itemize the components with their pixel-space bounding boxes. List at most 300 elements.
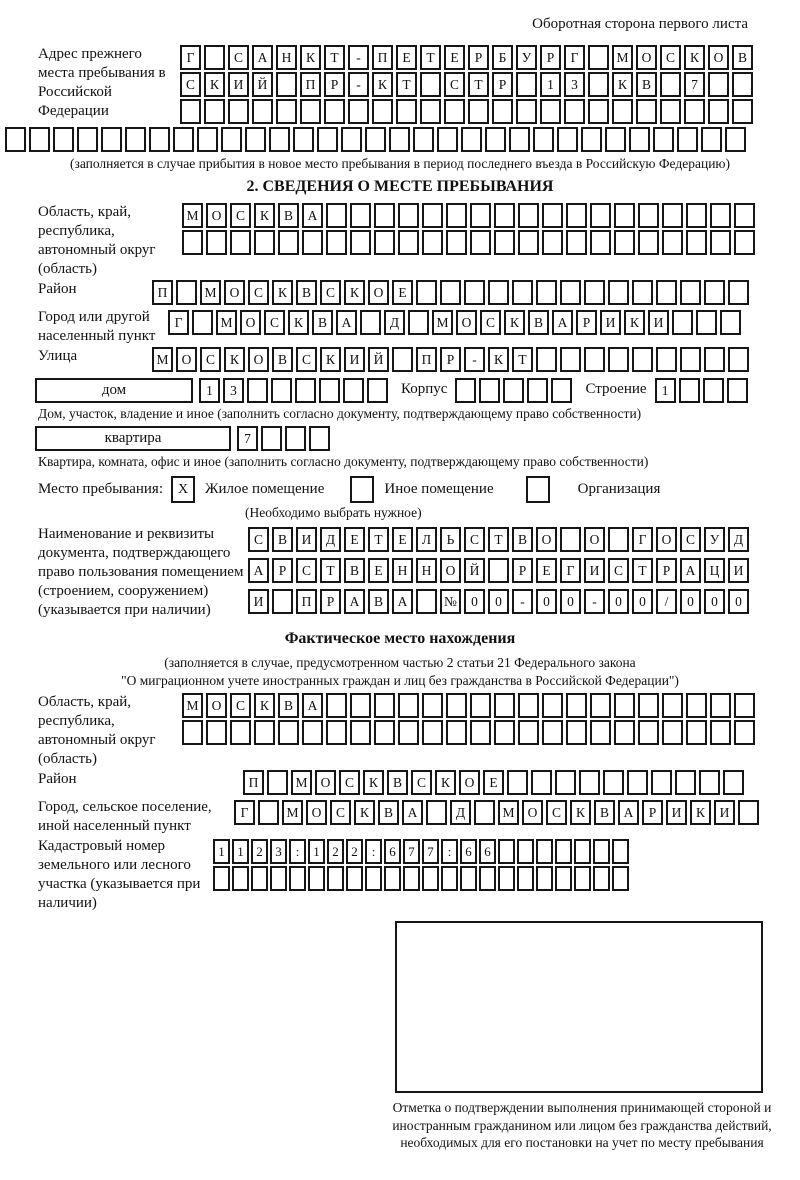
char-cell[interactable]: С (180, 72, 201, 97)
char-cell[interactable]: В (344, 558, 365, 583)
char-cell[interactable] (494, 693, 515, 718)
char-cell[interactable]: 1 (308, 839, 325, 864)
char-cell[interactable]: С (660, 45, 681, 70)
char-cell[interactable] (728, 280, 749, 305)
char-cell[interactable] (192, 310, 213, 335)
char-cell[interactable] (350, 203, 371, 228)
char-cell[interactable]: А (680, 558, 701, 583)
char-cell[interactable] (173, 127, 194, 152)
char-cell[interactable]: С (464, 527, 485, 552)
char-cell[interactable] (590, 230, 611, 255)
char-cell[interactable] (533, 127, 554, 152)
char-cell[interactable] (261, 426, 282, 451)
char-cell[interactable]: Т (396, 72, 417, 97)
char-cell[interactable]: Т (320, 558, 341, 583)
char-cell[interactable] (494, 203, 515, 228)
char-cell[interactable]: Г (234, 800, 255, 825)
char-cell[interactable]: - (348, 72, 369, 97)
char-cell[interactable] (614, 693, 635, 718)
char-cell[interactable]: В (278, 693, 299, 718)
char-cell[interactable] (470, 203, 491, 228)
char-cell[interactable] (485, 127, 506, 152)
char-cell[interactable] (374, 720, 395, 745)
char-cell[interactable]: Б (492, 45, 513, 70)
char-cell[interactable]: Р (656, 558, 677, 583)
char-cell[interactable] (588, 45, 609, 70)
char-cell[interactable] (516, 72, 537, 97)
char-cell[interactable] (660, 99, 681, 124)
char-cell[interactable]: - (584, 589, 605, 614)
char-cell[interactable] (267, 770, 288, 795)
char-cell[interactable] (542, 230, 563, 255)
char-cell[interactable]: В (272, 527, 293, 552)
char-cell[interactable]: Г (564, 45, 585, 70)
char-cell[interactable]: О (656, 527, 677, 552)
char-cell[interactable] (564, 99, 585, 124)
char-cell[interactable] (470, 693, 491, 718)
char-cell[interactable]: К (354, 800, 375, 825)
char-cell[interactable]: В (594, 800, 615, 825)
char-cell[interactable] (446, 693, 467, 718)
char-cell[interactable]: И (600, 310, 621, 335)
char-cell[interactable]: 1 (199, 378, 220, 403)
char-cell[interactable]: В (732, 45, 753, 70)
char-cell[interactable]: В (636, 72, 657, 97)
char-cell[interactable]: В (378, 800, 399, 825)
char-cell[interactable]: С (330, 800, 351, 825)
char-cell[interactable] (206, 230, 227, 255)
char-cell[interactable]: А (344, 589, 365, 614)
char-cell[interactable] (638, 230, 659, 255)
char-cell[interactable] (503, 378, 524, 403)
char-cell[interactable] (701, 127, 722, 152)
char-cell[interactable] (446, 720, 467, 745)
char-cell[interactable] (608, 347, 629, 372)
char-cell[interactable]: Д (450, 800, 471, 825)
char-cell[interactable] (180, 99, 201, 124)
char-cell[interactable] (479, 866, 496, 891)
char-cell[interactable]: М (291, 770, 312, 795)
char-cell[interactable]: Т (368, 527, 389, 552)
char-cell[interactable]: 7 (422, 839, 439, 864)
char-cell[interactable] (228, 99, 249, 124)
char-cell[interactable] (498, 866, 515, 891)
char-cell[interactable]: К (372, 72, 393, 97)
char-cell[interactable] (341, 127, 362, 152)
char-cell[interactable] (727, 378, 748, 403)
char-cell[interactable] (470, 230, 491, 255)
char-cell[interactable]: А (302, 693, 323, 718)
char-cell[interactable]: И (248, 589, 269, 614)
char-cell[interactable]: В (512, 527, 533, 552)
char-cell[interactable]: Ь (440, 527, 461, 552)
char-cell[interactable] (230, 720, 251, 745)
checkbox-residential[interactable]: X (171, 476, 195, 503)
char-cell[interactable] (398, 230, 419, 255)
char-cell[interactable] (247, 378, 268, 403)
char-cell[interactable] (374, 230, 395, 255)
char-cell[interactable]: К (288, 310, 309, 335)
char-cell[interactable]: Й (252, 72, 273, 97)
char-cell[interactable]: П (243, 770, 264, 795)
char-cell[interactable] (422, 203, 443, 228)
char-cell[interactable]: 0 (488, 589, 509, 614)
char-cell[interactable]: 1 (213, 839, 230, 864)
char-cell[interactable]: М (152, 347, 173, 372)
char-cell[interactable] (29, 127, 50, 152)
char-cell[interactable] (612, 99, 633, 124)
char-cell[interactable]: М (182, 203, 203, 228)
char-cell[interactable] (680, 347, 701, 372)
char-cell[interactable] (734, 693, 755, 718)
char-cell[interactable]: И (728, 558, 749, 583)
char-cell[interactable]: О (368, 280, 389, 305)
char-cell[interactable] (608, 280, 629, 305)
char-cell[interactable]: 0 (536, 589, 557, 614)
apartment-type-box[interactable]: квартира (35, 426, 231, 451)
char-cell[interactable]: Р (468, 45, 489, 70)
char-cell[interactable]: П (152, 280, 173, 305)
char-cell[interactable]: А (252, 45, 273, 70)
char-cell[interactable] (603, 770, 624, 795)
char-cell[interactable]: О (636, 45, 657, 70)
char-cell[interactable] (605, 127, 626, 152)
char-cell[interactable] (276, 99, 297, 124)
char-cell[interactable]: С (248, 527, 269, 552)
char-cell[interactable]: Р (576, 310, 597, 335)
char-cell[interactable] (441, 866, 458, 891)
char-cell[interactable]: К (612, 72, 633, 97)
char-cell[interactable] (675, 770, 696, 795)
char-cell[interactable]: / (656, 589, 677, 614)
char-cell[interactable]: Е (368, 558, 389, 583)
char-cell[interactable] (656, 347, 677, 372)
char-cell[interactable]: М (216, 310, 237, 335)
char-cell[interactable] (302, 230, 323, 255)
char-cell[interactable] (536, 866, 553, 891)
char-cell[interactable] (221, 127, 242, 152)
char-cell[interactable] (230, 230, 251, 255)
char-cell[interactable]: Г (560, 558, 581, 583)
checkbox-organization[interactable] (526, 476, 550, 503)
char-cell[interactable] (517, 839, 534, 864)
char-cell[interactable] (566, 230, 587, 255)
char-cell[interactable]: И (296, 527, 317, 552)
char-cell[interactable] (446, 230, 467, 255)
char-cell[interactable] (555, 866, 572, 891)
char-cell[interactable]: А (302, 203, 323, 228)
char-cell[interactable] (708, 72, 729, 97)
char-cell[interactable] (464, 280, 485, 305)
char-cell[interactable] (365, 866, 382, 891)
char-cell[interactable]: К (204, 72, 225, 97)
char-cell[interactable] (734, 230, 755, 255)
char-cell[interactable] (636, 99, 657, 124)
char-cell[interactable]: 0 (704, 589, 725, 614)
char-cell[interactable] (699, 770, 720, 795)
char-cell[interactable] (560, 527, 581, 552)
char-cell[interactable]: В (368, 589, 389, 614)
char-cell[interactable]: О (240, 310, 261, 335)
char-cell[interactable]: С (228, 45, 249, 70)
checkbox-other-premises[interactable] (350, 476, 374, 503)
char-cell[interactable] (579, 770, 600, 795)
char-cell[interactable]: 6 (384, 839, 401, 864)
char-cell[interactable]: К (254, 203, 275, 228)
char-cell[interactable] (680, 280, 701, 305)
char-cell[interactable] (374, 203, 395, 228)
char-cell[interactable] (738, 800, 759, 825)
char-cell[interactable] (278, 720, 299, 745)
char-cell[interactable]: А (336, 310, 357, 335)
char-cell[interactable] (372, 99, 393, 124)
char-cell[interactable]: К (300, 45, 321, 70)
char-cell[interactable]: М (612, 45, 633, 70)
char-cell[interactable] (651, 770, 672, 795)
char-cell[interactable] (518, 203, 539, 228)
char-cell[interactable] (662, 203, 683, 228)
char-cell[interactable]: М (282, 800, 303, 825)
char-cell[interactable] (566, 720, 587, 745)
char-cell[interactable] (319, 378, 340, 403)
char-cell[interactable] (734, 203, 755, 228)
char-cell[interactable]: 2 (251, 839, 268, 864)
char-cell[interactable]: Т (512, 347, 533, 372)
char-cell[interactable] (629, 127, 650, 152)
char-cell[interactable]: Т (324, 45, 345, 70)
char-cell[interactable] (518, 693, 539, 718)
char-cell[interactable]: Г (632, 527, 653, 552)
char-cell[interactable]: А (618, 800, 639, 825)
char-cell[interactable] (346, 866, 363, 891)
char-cell[interactable]: К (363, 770, 384, 795)
char-cell[interactable] (254, 230, 275, 255)
char-cell[interactable] (437, 127, 458, 152)
char-cell[interactable] (590, 693, 611, 718)
char-cell[interactable] (479, 378, 500, 403)
char-cell[interactable] (474, 800, 495, 825)
char-cell[interactable]: Ц (704, 558, 725, 583)
char-cell[interactable]: С (411, 770, 432, 795)
char-cell[interactable]: Г (180, 45, 201, 70)
char-cell[interactable]: 0 (560, 589, 581, 614)
char-cell[interactable]: К (690, 800, 711, 825)
char-cell[interactable]: 0 (464, 589, 485, 614)
char-cell[interactable] (638, 203, 659, 228)
char-cell[interactable] (593, 839, 610, 864)
char-cell[interactable] (204, 45, 225, 70)
char-cell[interactable] (206, 720, 227, 745)
char-cell[interactable] (581, 127, 602, 152)
char-cell[interactable] (367, 378, 388, 403)
char-cell[interactable] (574, 839, 591, 864)
char-cell[interactable]: П (416, 347, 437, 372)
char-cell[interactable]: - (348, 45, 369, 70)
char-cell[interactable]: Н (416, 558, 437, 583)
char-cell[interactable] (258, 800, 279, 825)
char-cell[interactable]: Е (392, 527, 413, 552)
char-cell[interactable]: О (206, 203, 227, 228)
char-cell[interactable] (398, 693, 419, 718)
char-cell[interactable] (614, 720, 635, 745)
char-cell[interactable]: М (432, 310, 453, 335)
char-cell[interactable] (710, 720, 731, 745)
char-cell[interactable] (492, 99, 513, 124)
char-cell[interactable] (420, 99, 441, 124)
char-cell[interactable] (627, 770, 648, 795)
char-cell[interactable] (696, 310, 717, 335)
char-cell[interactable]: № (440, 589, 461, 614)
char-cell[interactable]: К (570, 800, 591, 825)
char-cell[interactable]: Р (272, 558, 293, 583)
char-cell[interactable] (551, 378, 572, 403)
char-cell[interactable] (182, 230, 203, 255)
char-cell[interactable] (498, 839, 515, 864)
char-cell[interactable] (101, 127, 122, 152)
char-cell[interactable] (588, 72, 609, 97)
char-cell[interactable]: К (344, 280, 365, 305)
char-cell[interactable]: 3 (223, 378, 244, 403)
char-cell[interactable] (494, 720, 515, 745)
char-cell[interactable] (512, 280, 533, 305)
char-cell[interactable]: И (666, 800, 687, 825)
char-cell[interactable]: О (440, 558, 461, 583)
char-cell[interactable] (245, 127, 266, 152)
char-cell[interactable]: П (296, 589, 317, 614)
char-cell[interactable] (197, 127, 218, 152)
char-cell[interactable]: 6 (479, 839, 496, 864)
char-cell[interactable]: Й (464, 558, 485, 583)
char-cell[interactable]: Т (420, 45, 441, 70)
char-cell[interactable] (204, 99, 225, 124)
char-cell[interactable] (326, 720, 347, 745)
char-cell[interactable] (422, 693, 443, 718)
char-cell[interactable]: И (648, 310, 669, 335)
char-cell[interactable]: К (320, 347, 341, 372)
char-cell[interactable] (723, 770, 744, 795)
char-cell[interactable] (686, 720, 707, 745)
char-cell[interactable]: И (228, 72, 249, 97)
char-cell[interactable]: Д (320, 527, 341, 552)
char-cell[interactable]: К (624, 310, 645, 335)
char-cell[interactable]: Р (492, 72, 513, 97)
char-cell[interactable]: С (248, 280, 269, 305)
char-cell[interactable]: Е (396, 45, 417, 70)
char-cell[interactable] (285, 426, 306, 451)
char-cell[interactable] (309, 426, 330, 451)
char-cell[interactable]: К (488, 347, 509, 372)
char-cell[interactable]: И (584, 558, 605, 583)
char-cell[interactable] (720, 310, 741, 335)
char-cell[interactable]: О (708, 45, 729, 70)
char-cell[interactable] (584, 280, 605, 305)
char-cell[interactable] (704, 347, 725, 372)
char-cell[interactable]: К (224, 347, 245, 372)
char-cell[interactable]: С (480, 310, 501, 335)
char-cell[interactable] (566, 693, 587, 718)
char-cell[interactable]: Т (488, 527, 509, 552)
char-cell[interactable]: В (272, 347, 293, 372)
char-cell[interactable]: К (435, 770, 456, 795)
char-cell[interactable]: В (312, 310, 333, 335)
char-cell[interactable] (5, 127, 26, 152)
char-cell[interactable]: С (608, 558, 629, 583)
char-cell[interactable] (732, 99, 753, 124)
char-cell[interactable]: П (372, 45, 393, 70)
char-cell[interactable]: И (714, 800, 735, 825)
char-cell[interactable] (632, 280, 653, 305)
char-cell[interactable]: Д (728, 527, 749, 552)
char-cell[interactable]: К (254, 693, 275, 718)
char-cell[interactable]: Е (392, 280, 413, 305)
char-cell[interactable] (324, 99, 345, 124)
char-cell[interactable] (516, 99, 537, 124)
char-cell[interactable] (343, 378, 364, 403)
char-cell[interactable] (350, 720, 371, 745)
char-cell[interactable] (653, 127, 674, 152)
char-cell[interactable]: - (512, 589, 533, 614)
char-cell[interactable] (422, 720, 443, 745)
char-cell[interactable] (440, 280, 461, 305)
char-cell[interactable] (540, 99, 561, 124)
char-cell[interactable]: О (459, 770, 480, 795)
char-cell[interactable] (488, 558, 509, 583)
char-cell[interactable]: А (248, 558, 269, 583)
char-cell[interactable] (251, 866, 268, 891)
char-cell[interactable] (555, 839, 572, 864)
char-cell[interactable]: И (344, 347, 365, 372)
char-cell[interactable] (560, 280, 581, 305)
char-cell[interactable]: О (248, 347, 269, 372)
char-cell[interactable] (708, 99, 729, 124)
char-cell[interactable] (662, 230, 683, 255)
char-cell[interactable]: 1 (540, 72, 561, 97)
char-cell[interactable] (254, 720, 275, 745)
char-cell[interactable]: У (704, 527, 725, 552)
char-cell[interactable]: В (296, 280, 317, 305)
char-cell[interactable] (614, 203, 635, 228)
char-cell[interactable] (542, 693, 563, 718)
char-cell[interactable]: Д (384, 310, 405, 335)
char-cell[interactable]: 7 (237, 426, 258, 451)
char-cell[interactable] (710, 693, 731, 718)
char-cell[interactable] (672, 310, 693, 335)
char-cell[interactable]: М (182, 693, 203, 718)
char-cell[interactable]: Е (344, 527, 365, 552)
char-cell[interactable]: С (200, 347, 221, 372)
char-cell[interactable]: : (365, 839, 382, 864)
char-cell[interactable] (271, 378, 292, 403)
char-cell[interactable] (460, 866, 477, 891)
char-cell[interactable] (686, 230, 707, 255)
char-cell[interactable]: 0 (728, 589, 749, 614)
char-cell[interactable] (590, 720, 611, 745)
char-cell[interactable] (384, 866, 401, 891)
char-cell[interactable] (703, 378, 724, 403)
char-cell[interactable] (77, 127, 98, 152)
char-cell[interactable]: К (272, 280, 293, 305)
char-cell[interactable] (270, 866, 287, 891)
char-cell[interactable]: 7 (684, 72, 705, 97)
char-cell[interactable] (536, 839, 553, 864)
char-cell[interactable] (588, 99, 609, 124)
char-cell[interactable]: 3 (564, 72, 585, 97)
char-cell[interactable]: С (339, 770, 360, 795)
char-cell[interactable]: Е (483, 770, 504, 795)
char-cell[interactable] (679, 378, 700, 403)
char-cell[interactable] (396, 99, 417, 124)
char-cell[interactable]: С (680, 527, 701, 552)
